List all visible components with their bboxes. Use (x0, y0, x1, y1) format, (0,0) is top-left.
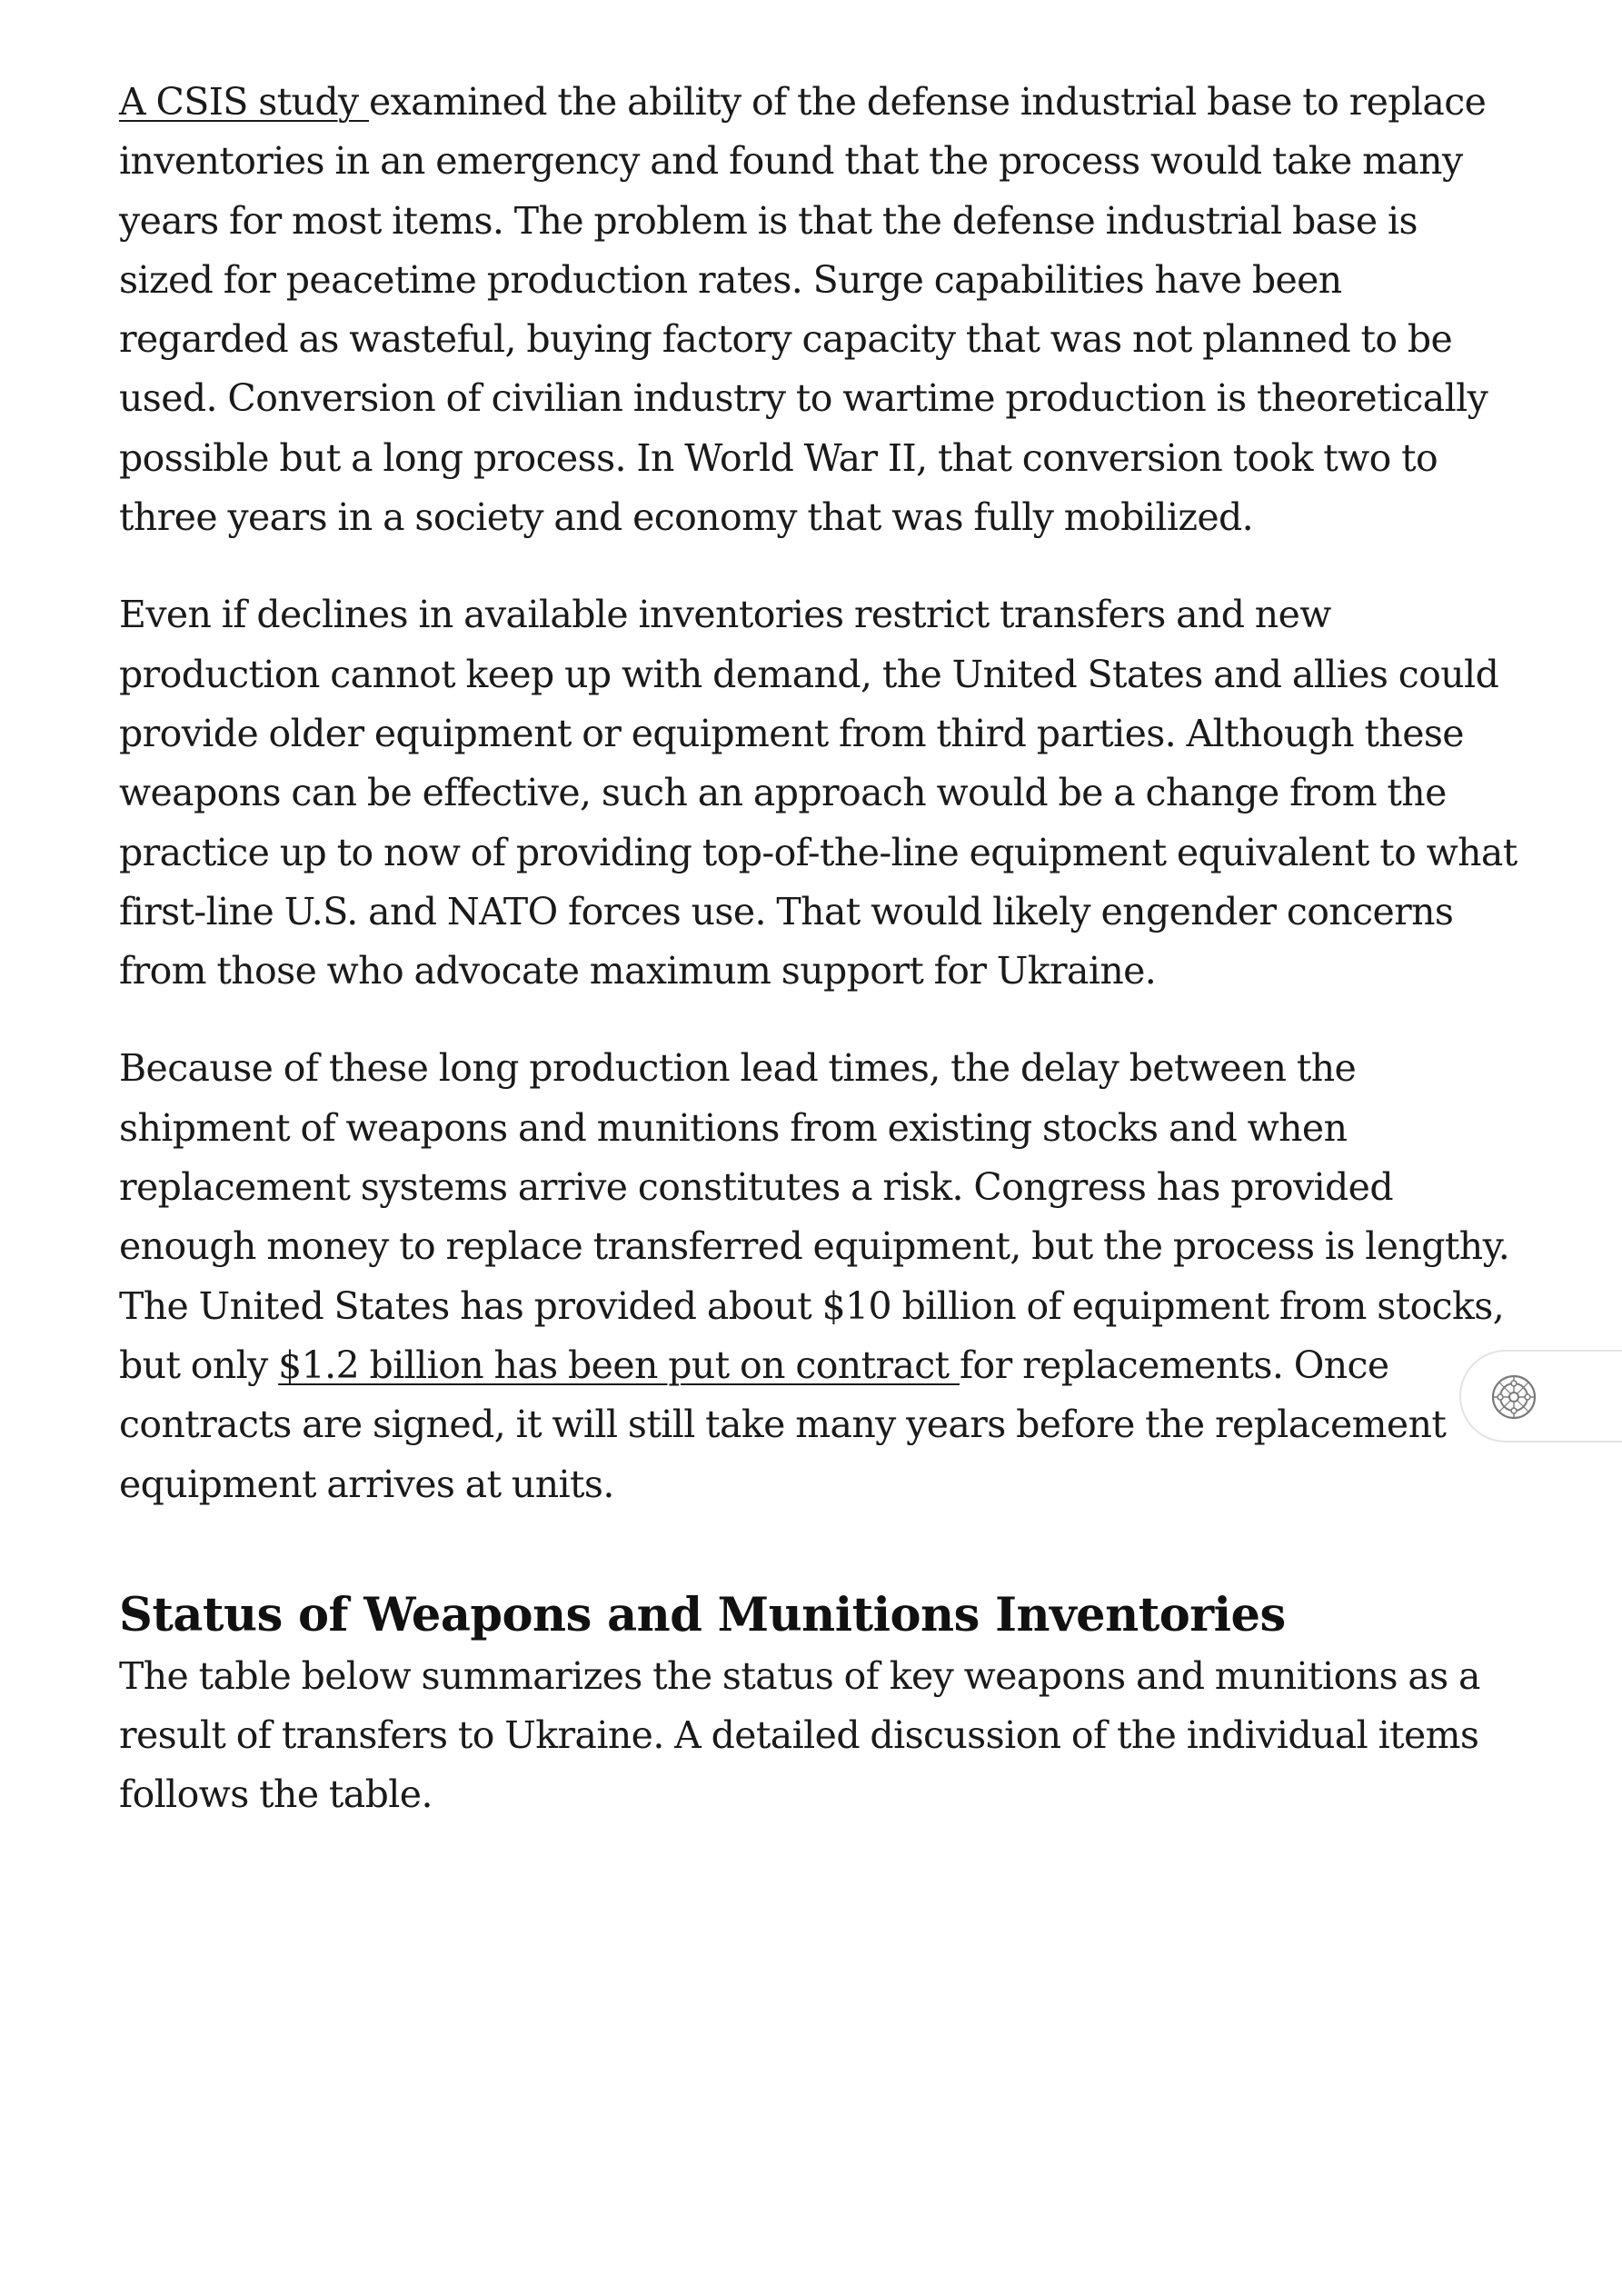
contract-link[interactable]: $1.2 billion has been put on contract (278, 1343, 960, 1387)
paragraph-older-equipment (119, 585, 1518, 1001)
section-heading: Status of Weapons and Munitions Inventories (119, 1587, 1286, 1642)
paragraph-production-lead-times (119, 1039, 1518, 1513)
article-body (119, 73, 1518, 1825)
brain-icon (1490, 1373, 1537, 1421)
floating-assistant-button[interactable] (1459, 1350, 1622, 1442)
paragraph-text: for replacements. Once contracts are signed, it will still take many years before the replacement equipment arrives at units. (119, 1343, 1447, 1506)
paragraph-text: examined the ability of the defense industrial base to replace inventories in an emergency and found that the process would take many years for most items. The problem is that the defense industrial base is sized for peacetime production rates. Surge capabilities have been regarded as wasteful, buying factory capacity that was not planned to be used. Conversion of civilian industry to wartime production is theoretically possible but a long process. In World War II, that conversion took two to three years in a society and economy that was fully mobilized. (119, 80, 1488, 540)
paragraph-csis-study (119, 73, 1518, 547)
paragraph-text: Even if declines in available inventories restrict transfers and new production cannot keep up with demand, the United States and allies could provide older equipment or equipment from third parties. Although these weapons can be effective, such an approach would be a change from the practice up to now of providing top-of-the-line equipment equivalent to what first-line U.S. and NATO forces use. That would likely engender concerns from those who advocate maximum support for Ukraine. (119, 593, 1518, 993)
csis-study-link[interactable]: A CSIS study (119, 80, 369, 124)
paragraph-text: Because of these long production lead times, the delay between the shipment of weapons and munitions from existing stocks and when replacement systems arrive constitutes a risk. Congress has provided enough money to replace transferred equipment, but the process is lengthy. The United States has provided about $10 billion of equipment from stocks, but only (119, 1046, 1510, 1387)
section-intro: The table below summarizes the status of key weapons and munitions as a result of transfers to Ukraine. A detailed discussion of the individual items follows the table. (119, 1653, 1480, 1817)
